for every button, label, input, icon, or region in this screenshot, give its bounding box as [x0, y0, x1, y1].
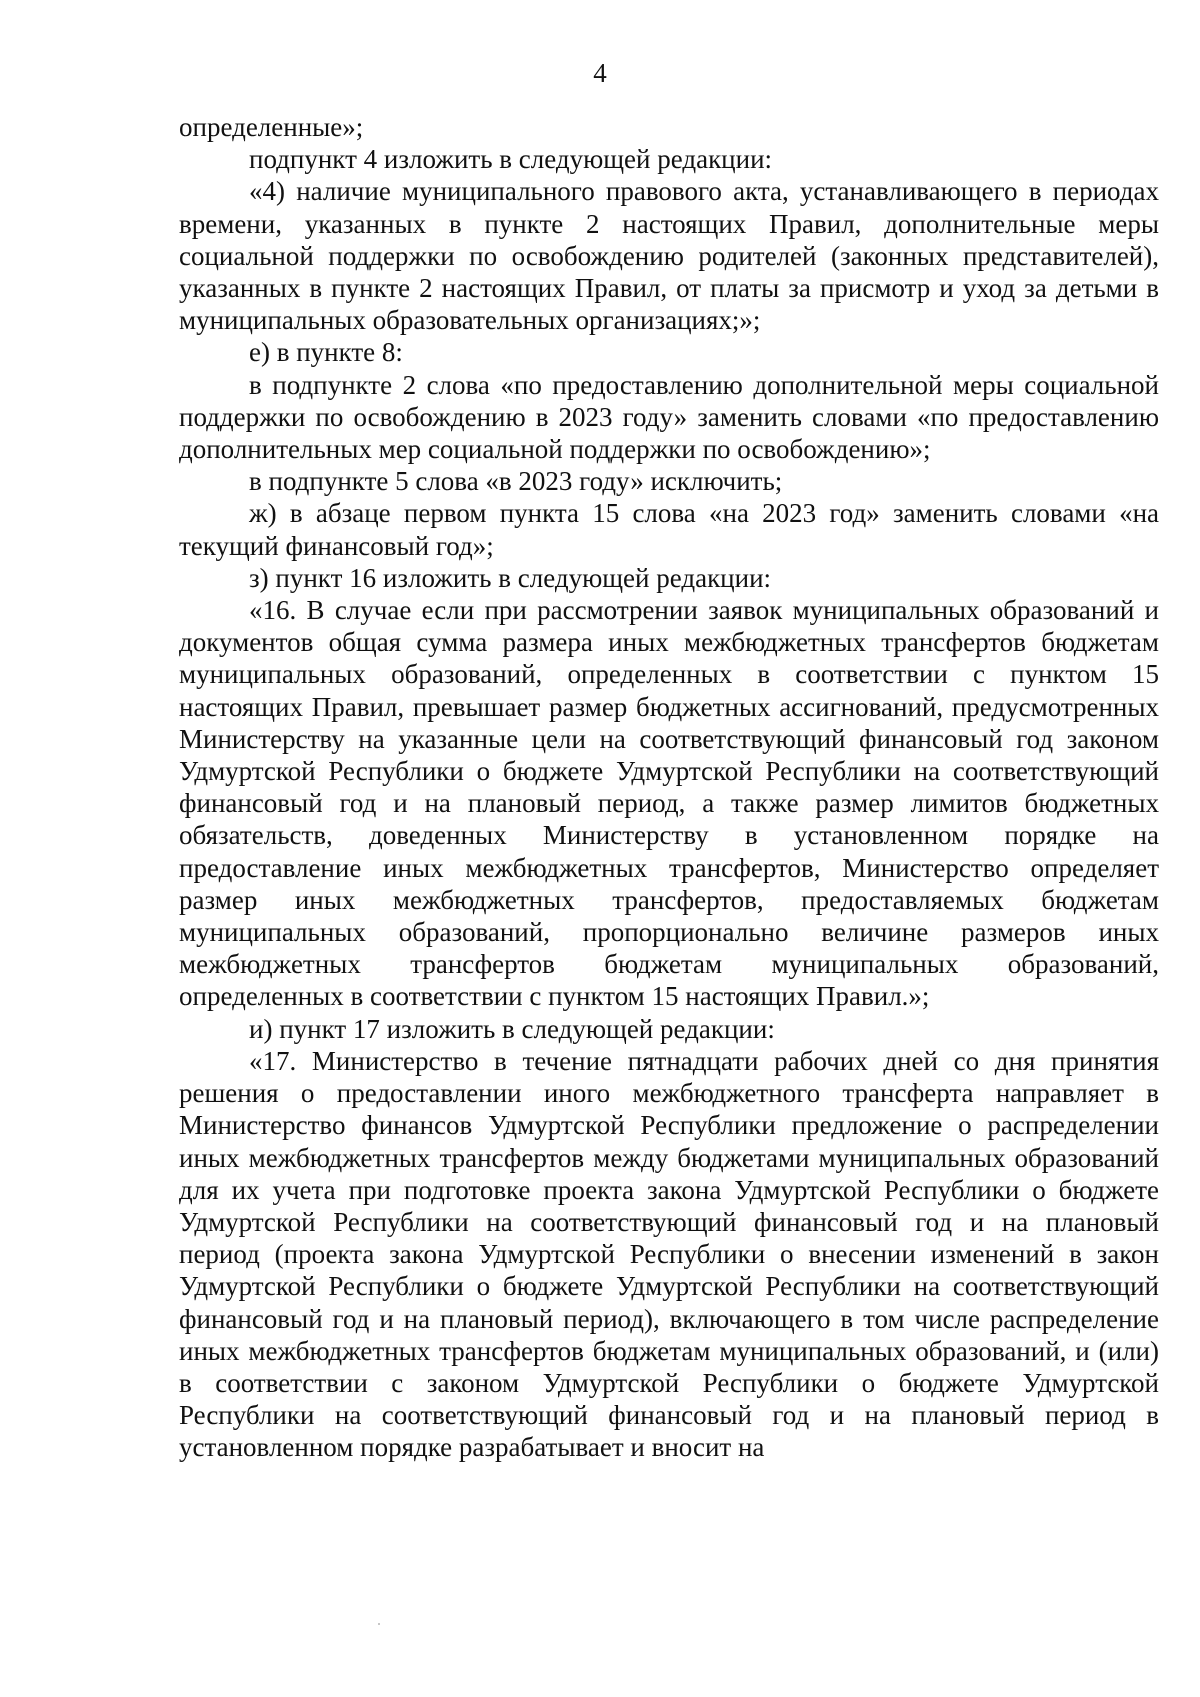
paragraph-point-17-text: «17. Министерство в течение пятнадцати рабочих дней со дня принятия решения о предоставлении иного межбюджетного трансферта направляет в Министерство финансов Удмуртской Республики предложение о распределении иных межбюджетных трансфертов между бюджетами муниципальных образований для их учета при подготовке проекта закона Удмуртской Республики о бюджете Удмуртской Республики на соответствующий финансовый год и на плановый период (проекта закона Удмуртской Республики о внесении изменений в закон Удмуртской Республики о бюджете Удмуртской Республики на соответствующий финансовый год и на плановый период), включающего в том числе распределение иных межбюджетных трансфертов бюджетам муниципальных образований, и (или) в соответствии с законом Удмуртской Республики о бюджете Удмуртской Республики на соответствующий финансовый год и на плановый период в установленном порядке разрабатывает и вносит на — [179, 1045, 1159, 1463]
paragraph-continuation: определенные»; — [179, 112, 364, 142]
paragraph-item-e-subitem-2: в подпункте 2 слова «по предоставлению дополнительной меры социальной поддержки по освобождению в 2023 году» заменить словами «по предоставлению дополнительных мер социальной поддержки по освобождению»; — [179, 369, 1159, 465]
paragraph-subitem-4-heading: подпункт 4 изложить в следующей редакции: — [249, 144, 773, 175]
paragraph-item-zh: ж) в абзаце первом пункта 15 слова «на 2023 год» заменить словами «на текущий финансовый год»; — [179, 498, 1159, 561]
scan-speck — [378, 1623, 380, 1625]
paragraph-item-z-heading: з) пункт 16 изложить в следующей редакции: — [249, 562, 772, 593]
paragraph-item-e-subitem-5: в подпункте 5 слова «в 2023 году» исключить; — [249, 466, 783, 497]
page-number: 4 — [593, 58, 607, 88]
paragraph-item-i-heading: и) пункт 17 изложить в следующей редакции: — [249, 1013, 775, 1044]
paragraph-subitem-4-text: «4) наличие муниципального правового акта, устанавливающего в периодах времени, указанных в пункте 2 настоящих Правил, дополнительные меры социальной поддержки по освобождению родителей (законных представителей), указанных в пункте 2 настоящих Правил, от платы за присмотр и уход за детьми в муниципальных образовательных организациях;»; — [179, 176, 1159, 336]
document-body — [179, 111, 1159, 1464]
paragraph-point-16-text: «16. В случае если при рассмотрении заявок муниципальных образований и документов общая сумма размера иных межбюджетных трансфертов бюджетам муниципальных образований, определенных в соответствии с пунктом 15 настоящих Правил, превышает размер бюджетных ассигнований, предусмотренных Министерству на указанные цели на соответствующий финансовый год законом Удмуртской Республики о бюджете Удмуртской Республики на соответствующий финансовый год и на плановый период, а также размер лимитов бюджетных обязательств, доведенных Министерству в установленном порядке на предоставление иных межбюджетных трансфертов, Министерство определяет размер иных межбюджетных трансфертов, предоставляемых бюджетам муниципальных образований, пропорционально величине размеров иных межбюджетных трансфертов бюджетам муниципальных образований, определенных в соответствии с пунктом 15 настоящих Правил.»; — [179, 595, 1159, 1012]
paragraph-item-e-heading: е) в пункте 8: — [249, 337, 403, 368]
